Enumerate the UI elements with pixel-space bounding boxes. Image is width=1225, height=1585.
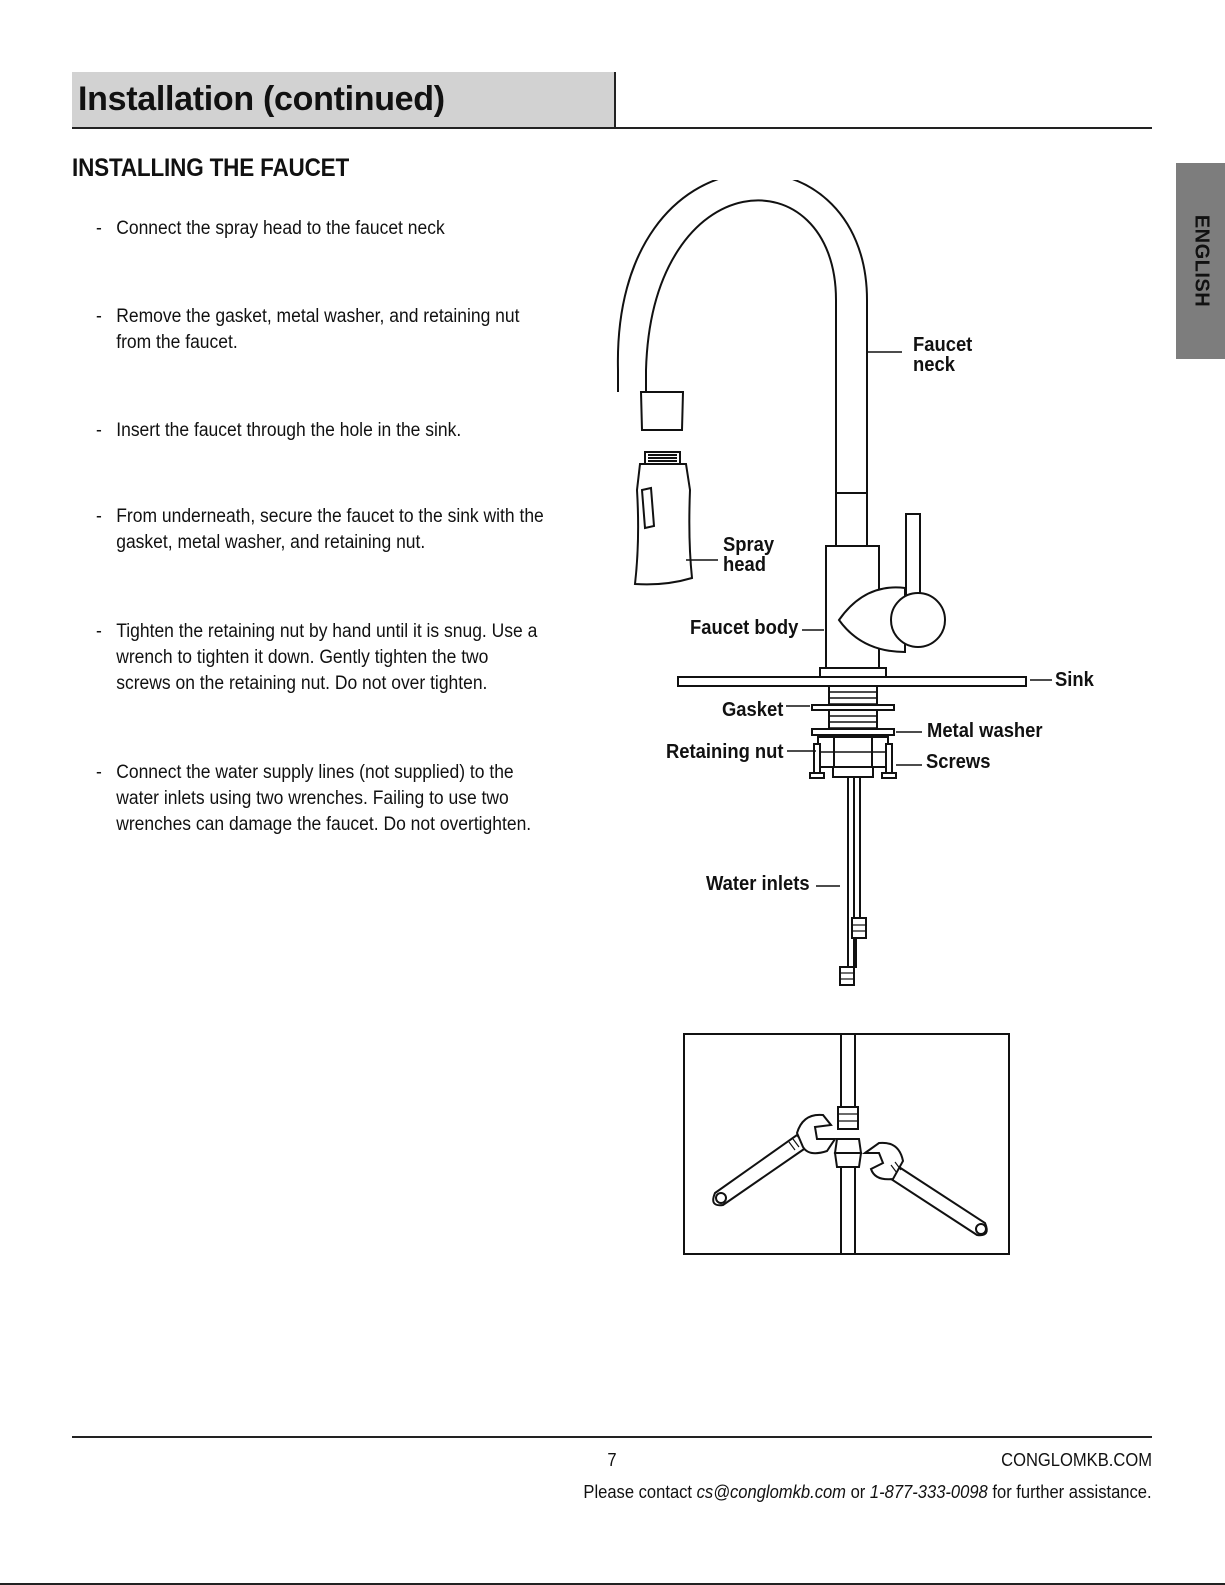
step-text: Connect the spray head to the faucet neck <box>116 218 445 239</box>
contact-suffix: for further assistance. <box>988 1482 1152 1502</box>
label-gasket: Gasket <box>722 699 784 721</box>
metal-washer-drawing <box>812 729 894 735</box>
contact-or: or <box>846 1482 871 1502</box>
step-text: Remove the gasket, metal washer, and retaining nut from the faucet. <box>116 306 520 353</box>
label-water-inlets: Water inlets <box>706 873 810 895</box>
step-text: Connect the water supply lines (not supplied) to the water inlets using two wrenches. Failing to use two wrenches can damage the faucet. Do not overtighten. <box>116 762 532 835</box>
water-inlets-drawing <box>840 777 866 985</box>
step-text: From underneath, secure the faucet to the sink with the gasket, metal washer, and retaining nut. <box>116 506 544 553</box>
section-title: INSTALLING THE FAUCET <box>72 154 350 182</box>
contact-prefix: Please contact <box>583 1482 698 1502</box>
footer-rule <box>72 1436 1152 1438</box>
spray-head-drawing <box>635 452 692 584</box>
step-bullet: - <box>96 306 102 327</box>
instruction-step <box>96 418 547 444</box>
instruction-step <box>96 304 547 356</box>
label-screws: Screws <box>926 751 991 773</box>
page-number: 7 <box>607 1450 617 1470</box>
sink-drawing <box>678 677 1026 686</box>
step-text: Tighten the retaining nut by hand until it is snug. Use a wrench to tighten it down. Gently tighten the two screws on the retaining nut. Do not over tighten. <box>116 621 538 694</box>
label-metal-washer: Metal washer <box>927 720 1043 742</box>
language-tab <box>1176 163 1225 359</box>
header-rule <box>72 127 1152 129</box>
label-faucet-neck: Faucet neck <box>913 334 973 376</box>
step-bullet: - <box>96 762 102 783</box>
step-bullet: - <box>96 506 102 527</box>
label-spray-head: Spray head <box>723 534 775 576</box>
step-bullet: - <box>96 420 102 441</box>
step-text: Insert the faucet through the hole in the sink. <box>116 420 462 441</box>
gasket-drawing <box>812 705 894 710</box>
contact-email-link[interactable]: cs@conglomkb.com <box>697 1482 847 1502</box>
step-bullet: - <box>96 621 102 642</box>
right-wrench <box>865 1143 987 1235</box>
step-bullet: - <box>96 218 102 239</box>
instruction-step <box>96 760 547 838</box>
website-link[interactable]: CONGLOMKB.COM <box>1001 1450 1152 1470</box>
left-wrench <box>713 1115 835 1205</box>
page-title: Installation (continued) <box>78 80 445 118</box>
instruction-step <box>96 216 547 242</box>
wrench-inset <box>683 1033 1010 1255</box>
instruction-step <box>96 619 547 697</box>
contact-phone-link[interactable]: 1-877-333-0098 <box>870 1482 989 1502</box>
contact-line <box>584 1482 1152 1503</box>
label-sink: Sink <box>1055 669 1094 691</box>
faucet-diagram <box>612 180 1132 1000</box>
label-retaining-nut: Retaining nut <box>666 741 784 763</box>
two-wrenches-drawing <box>685 1035 1010 1255</box>
label-faucet-body: Faucet body <box>690 617 799 639</box>
instruction-step <box>96 504 547 556</box>
language-tab-label: ENGLISH <box>1190 214 1212 308</box>
